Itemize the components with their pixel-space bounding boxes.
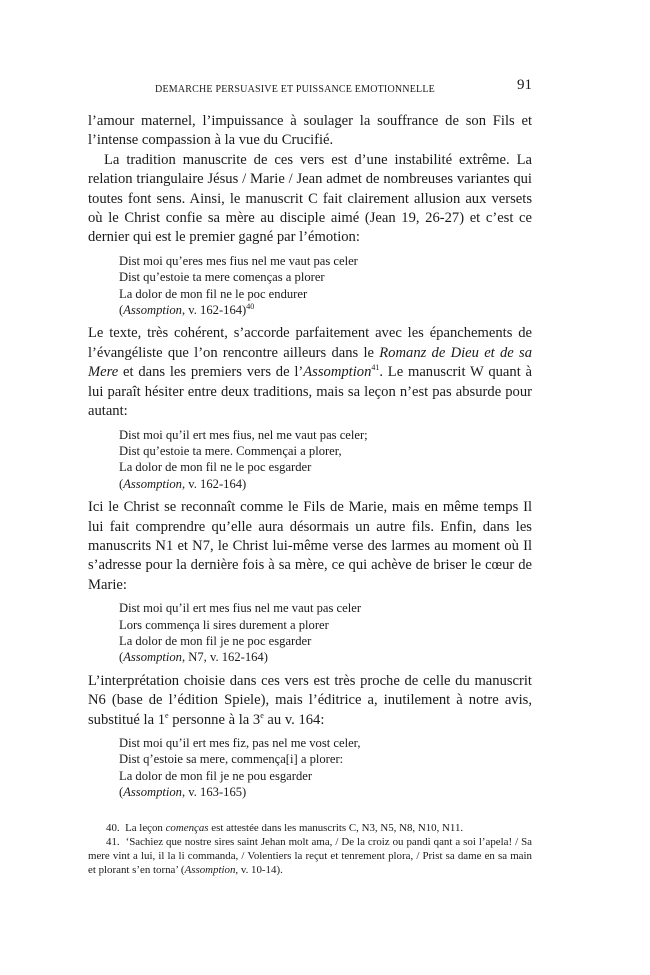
- book-page: [88, 76, 532, 877]
- footnote-41: 41. ‘Sachiez que nostre sires saint Jehan molt ama, / De la croiz ou pandi qant a soi l’apela! / Sa mere vint a lui, il la li commanda, / Volentiers la reçut et tenrement plora, / Prist sa dame en sa main et plorant s’en torna’ (Assomption, v. 10-14).: [88, 835, 532, 877]
- footnote-ref-40[interactable]: 40: [246, 301, 255, 311]
- paragraph-4: Ici le Christ se reconnaît comme le Fils de Marie, mais en même temps Il lui fait comprendre qu’elle aura désormais un autre fils. Enfin, dans les manuscrits N1 et N7, le Christ lui-même verse des larmes au moment où Il s’adresse pour la dernière fois à sa mère, ce qui achève de briser le cœur de Marie:: [88, 499, 532, 593]
- paragraph-2: La tradition manuscrite de ces vers est d’une instabilité extrême. La relation triangulaire Jésus / Marie / Jean admet de nombreuses variantes qui toutes font sens. Ainsi, le manuscrit C fait clairement allusion aux versets où le Christ confie sa mère au disciple aimé (Jean 19, 26-27) et c’est ce dernier qui est le premier gagné par l’émotion:: [88, 151, 532, 246]
- page-number: 91: [517, 77, 532, 93]
- verse-line: Dist moi qu’il ert mes fiz, pas nel me vost celer,: [119, 736, 361, 750]
- footnote-40: 40. La leçon començas est attestée dans les manuscrits C, N3, N5, N8, N10, N11.: [106, 821, 464, 834]
- verse-line: Dist moi qu’il ert mes fius, nel me vaut pas celer;: [119, 427, 368, 442]
- verse-quote-1: [119, 253, 532, 319]
- verse-line: Dist qu’estoie ta mere començas a plorer: [119, 270, 325, 285]
- work-title: Assomption: [123, 785, 182, 800]
- footnotes: [88, 821, 532, 878]
- work-title: Assomption: [123, 650, 182, 665]
- verse-line: Dist moi qu’il ert mes fius nel me vaut pas celer: [119, 601, 362, 616]
- verse-line: Dist moi qu’eres mes fius nel me vaut pas celer: [119, 253, 358, 268]
- paragraph-3: Le texte, très cohérent, s’accorde parfaitement avec les épanchements de l’évangéliste que l’on rencontre ailleurs dans le Romanz de Dieu et de sa Mere et dans les premiers vers de l’Assomption$^{41}$. Le manuscrit W quant à lui paraît hésiter entre deux traditions, mais sa leçon n’est pas absurde pour autant:: [88, 325, 533, 420]
- paragraph-5: L’interprétation choisie dans ces vers est très proche de celle du manuscrit N6 (base de l’édition Spiele), mais l’éditrice a, inutilement à notre avis, substitué la 1e personne à la 3e au v. 164:: [88, 672, 532, 728]
- work-title: Assomption: [123, 303, 182, 318]
- verse-line: Dist q’estoie sa mere, commença[i] a plorer:: [119, 752, 344, 767]
- verse-quote-3: [119, 600, 532, 666]
- footnote-ref-41[interactable]: 41: [371, 363, 380, 373]
- page-body: [88, 112, 532, 801]
- verse-line: La dolor de mon fil ne le poc esgarder: [119, 460, 312, 475]
- verse-reference: (Assomption, v. 162-164): [119, 476, 247, 491]
- verse-reference: (Assomption, N7, v. 162-164): [119, 650, 268, 665]
- work-title: Romanz de Dieu et de sa Mere: [88, 344, 532, 381]
- verse-line: La dolor de mon fil ne le poc endurer: [119, 286, 308, 301]
- verse-line: La dolor de mon fil je ne pou esgarder: [119, 768, 313, 783]
- verse-reference: (Assomption, v. 163-165): [119, 785, 247, 800]
- work-title: Assomption: [303, 364, 372, 381]
- running-head: DEMARCHE PERSUASIVE ET PUISSANCE EMOTIONNELLE: [155, 84, 435, 95]
- verse-line: Dist qu’estoie ta mere. Commençai a plorer,: [119, 443, 342, 458]
- verse-reference: (Assomption, v. 162-164)$^{40}$: [119, 301, 255, 318]
- verse-line: Lors commença li sires durement a plorer: [119, 617, 329, 632]
- paragraph-1: l’amour maternel, l’impuissance à soulager la souffrance de son Fils et l’intense compassion à la vue du Crucifié.: [88, 113, 532, 149]
- work-title: Assomption: [123, 476, 182, 491]
- verse-quote-4: [119, 735, 532, 801]
- verse-quote-2: [119, 427, 532, 493]
- page-header: [88, 76, 532, 98]
- verse-line: La dolor de mon fil je ne poc esgarder: [119, 633, 312, 648]
